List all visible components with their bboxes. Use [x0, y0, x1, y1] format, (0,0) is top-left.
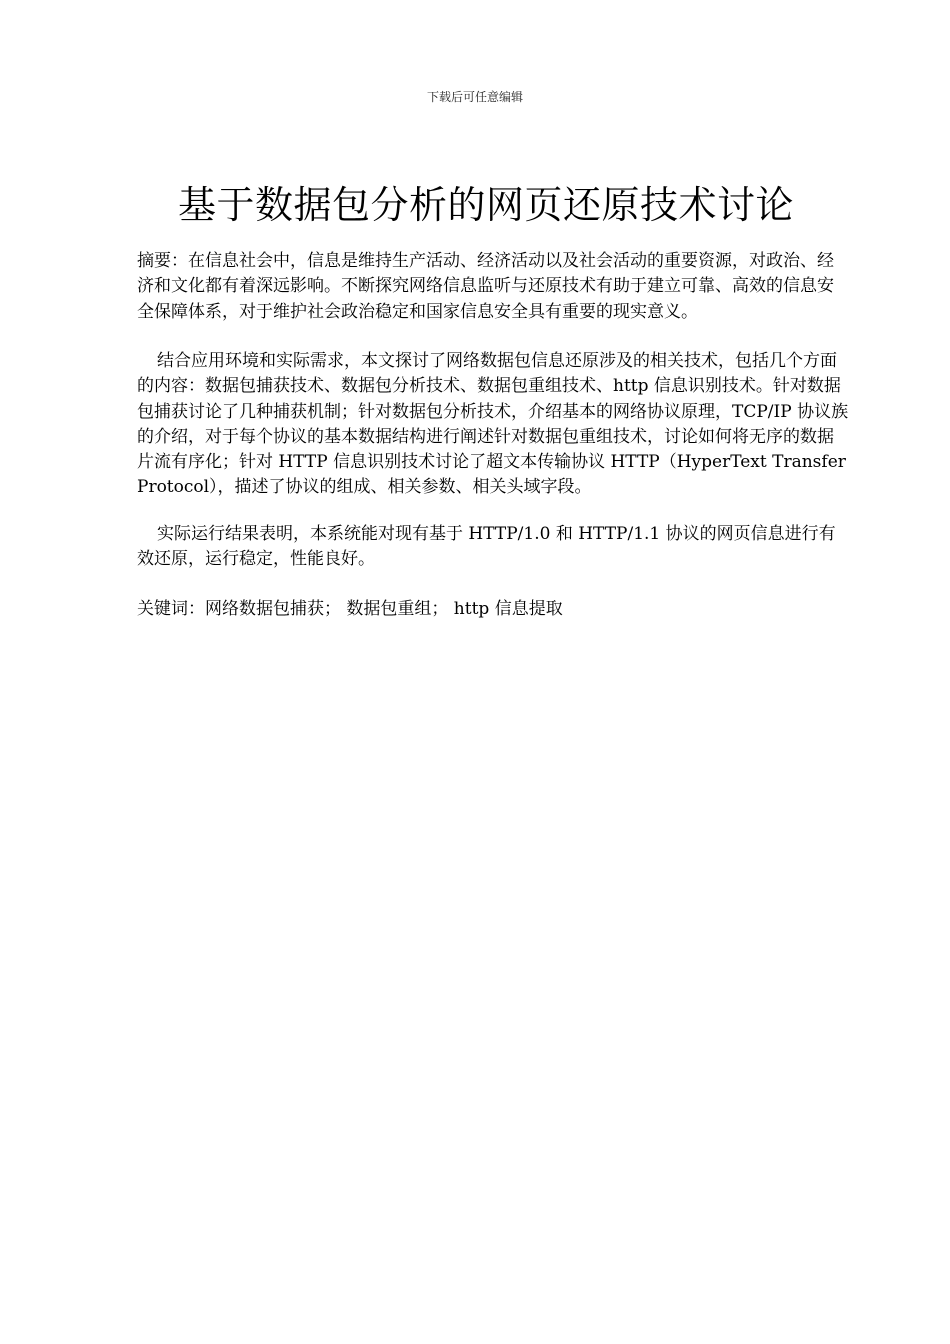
keywords-line	[137, 597, 849, 622]
keywords-label: 关键词	[137, 599, 188, 619]
abstract-text-1: 在信息社会中，信息是维持生产活动、经济活动以及社会活动的重要资源，对政治、经济和文化都有着深远影响。不断探究网络信息监听与还原技术有助于建立可靠、高效的信息安全保障体系，对于维护社会政治稳定和国家信息安全具有重要的现实意义。	[137, 251, 834, 322]
abstract-label: 摘要：	[137, 251, 188, 271]
document-title: 基于数据包分析的网页还原技术讨论	[177, 183, 794, 227]
abstract-paragraph-2: 结合应用环境和实际需求，本文探讨了网络数据包信息还原涉及的相关技术，包括几个方面的内容：数据包捕获技术、数据包分析技术、数据包重组技术、http 信息识别技术。针对数据包捕获讨论了几种捕获机制；针对数据包分析技术，介绍基本的网络协议原理，TCP/IP 协议族的介绍，对于每个协议的基本数据结构进行阐述针对数据包重组技术，讨论如何将无序的数据片流有序化；针对 HTTP 信息识别技术讨论了超文本传输协议 HTTP（HyperText Transfer Protocol），描述了协议的组成、相关参数、相关头域字段。	[137, 351, 849, 498]
abstract-paragraph-3: 实际运行结果表明，本系统能对现有基于 HTTP/1.0 和 HTTP/1.1 协议的网页信息进行有效还原，运行稳定，性能良好。	[137, 524, 836, 570]
keywords-text: 网络数据包捕获； 数据包重组； http 信息提取	[205, 599, 563, 619]
abstract-paragraph-1	[137, 249, 849, 325]
keywords-separator: ：	[188, 599, 205, 619]
header-note: 下载后可任意编辑	[426, 90, 523, 104]
